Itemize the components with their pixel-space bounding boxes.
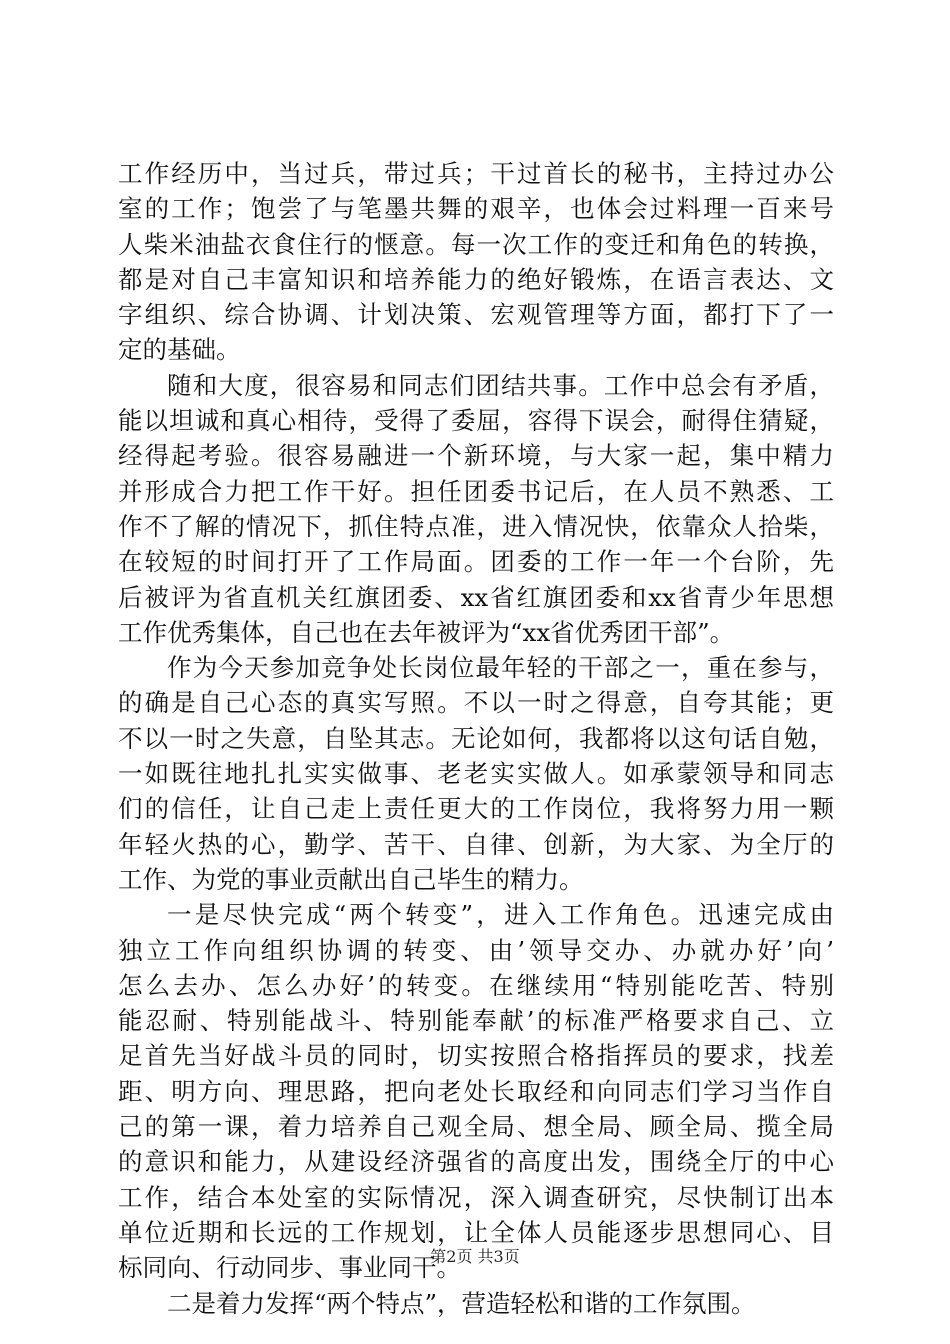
text-line: 都是对自己丰富知识和培养能力的绝好锻炼，在语言表达、文: [118, 264, 834, 294]
text-line: 的意识和能力，从建设经济强省的高度出发，围绕全厅的中心: [118, 1147, 834, 1177]
text-line: 的确是自己心态的真实写照。不以一时之得意，自夸其能；更: [118, 688, 834, 718]
text-line: 字组织、综合协调、计划决策、宏观管理等方面，都打下了一: [118, 300, 834, 330]
text-line: 工作经历中，当过兵，带过兵；干过首长的秘书，主持过办公: [118, 159, 834, 188]
document-body: [118, 156, 834, 1321]
paragraph-1: [118, 156, 834, 368]
text-line: 单位近期和长远的工作规划，让全体人员能逐步思想同心、目: [118, 1217, 834, 1247]
text-line: 在较短的时间打开了工作局面。团委的工作一年一个台阶，先: [118, 547, 834, 577]
text-line: 室的工作；饱尝了与笔墨共舞的艰辛，也体会过料理一百来号: [118, 194, 834, 224]
text-line: 足首先当好战斗员的同时，切实按照合格指挥员的要求，找差: [118, 1041, 834, 1071]
text-line: 己的第一课，着力培养自己观全局、想全局、顾全局、揽全局: [118, 1112, 834, 1142]
text-line: 工作优秀集体，自己也在去年被评为“xx省优秀团干部”。: [118, 617, 735, 647]
text-line: 后被评为省直机关红旗团委、xx省红旗团委和xx省青少年思想: [118, 582, 834, 612]
text-line: 不以一时之失意，自坠其志。无论如何，我都将以这句话自勉，: [118, 723, 834, 753]
text-line: 距、明方向、理思路，把向老处长取经和向同志们学习当作自: [118, 1076, 834, 1106]
page-number-footer: 第2页 共3页: [430, 1247, 520, 1266]
text-line: 一是尽快完成“两个转变”，进入工作角色。迅速完成由: [167, 900, 834, 930]
text-line: 二是着力发挥“两个特点”，营造轻松和谐的工作氛围。: [167, 1288, 756, 1318]
text-line: 并形成合力把工作干好。担任团委书记后，在人员不熟悉、工: [118, 476, 834, 506]
paragraph-2: [118, 368, 834, 650]
text-line: 定的基础。: [118, 335, 241, 365]
text-line: 能以坦诚和真心相待，受得了委屈，容得下误会，耐得住猜疑，: [118, 406, 834, 436]
text-line: 经得起考验。很容易融进一个新环境，与大家一起，集中精力: [118, 441, 834, 471]
text-line: 能忍耐、特别能战斗、特别能奉献’的标准严格要求自己、立: [118, 1006, 834, 1036]
text-line: 一如既往地扎扎实实做事、老老实实做人。如承蒙领导和同志: [118, 759, 834, 789]
text-line: 标同向、行动同步、事业同干。: [118, 1253, 461, 1283]
text-line: 独立工作向组织协调的转变、由’领导交办、办就办好’向’: [118, 935, 834, 965]
text-line: 们的信任，让自己走上责任更大的工作岗位，我将努力用一颗: [118, 794, 834, 824]
text-line: 人柴米油盐衣食住行的惬意。每一次工作的变迁和角色的转换，: [118, 229, 834, 259]
text-line: 年轻火热的心，勤学、苦干、自律、创新，为大家、为全厅的: [118, 829, 834, 859]
paragraph-4: [118, 897, 834, 1285]
text-line: 作为今天参加竞争处长岗位最年轻的干部之一，重在参与，: [167, 653, 834, 683]
text-line: 随和大度，很容易和同志们团结共事。工作中总会有矛盾，: [167, 370, 834, 400]
text-line: 作不了解的情况下，抓住特点准，进入情况快，依靠众人拾柴，: [118, 511, 834, 541]
text-line: 工作，结合本处室的实际情况，深入调查研究，尽快制订出本: [118, 1182, 834, 1212]
text-line: 工作、为党的事业贡献出自己毕生的精力。: [118, 864, 584, 894]
paragraph-3: [118, 650, 834, 897]
text-line: 怎么去办、怎么办好’的转变。在继续用“特别能吃苦、特别: [118, 970, 834, 1000]
paragraph-5: [118, 1286, 834, 1321]
